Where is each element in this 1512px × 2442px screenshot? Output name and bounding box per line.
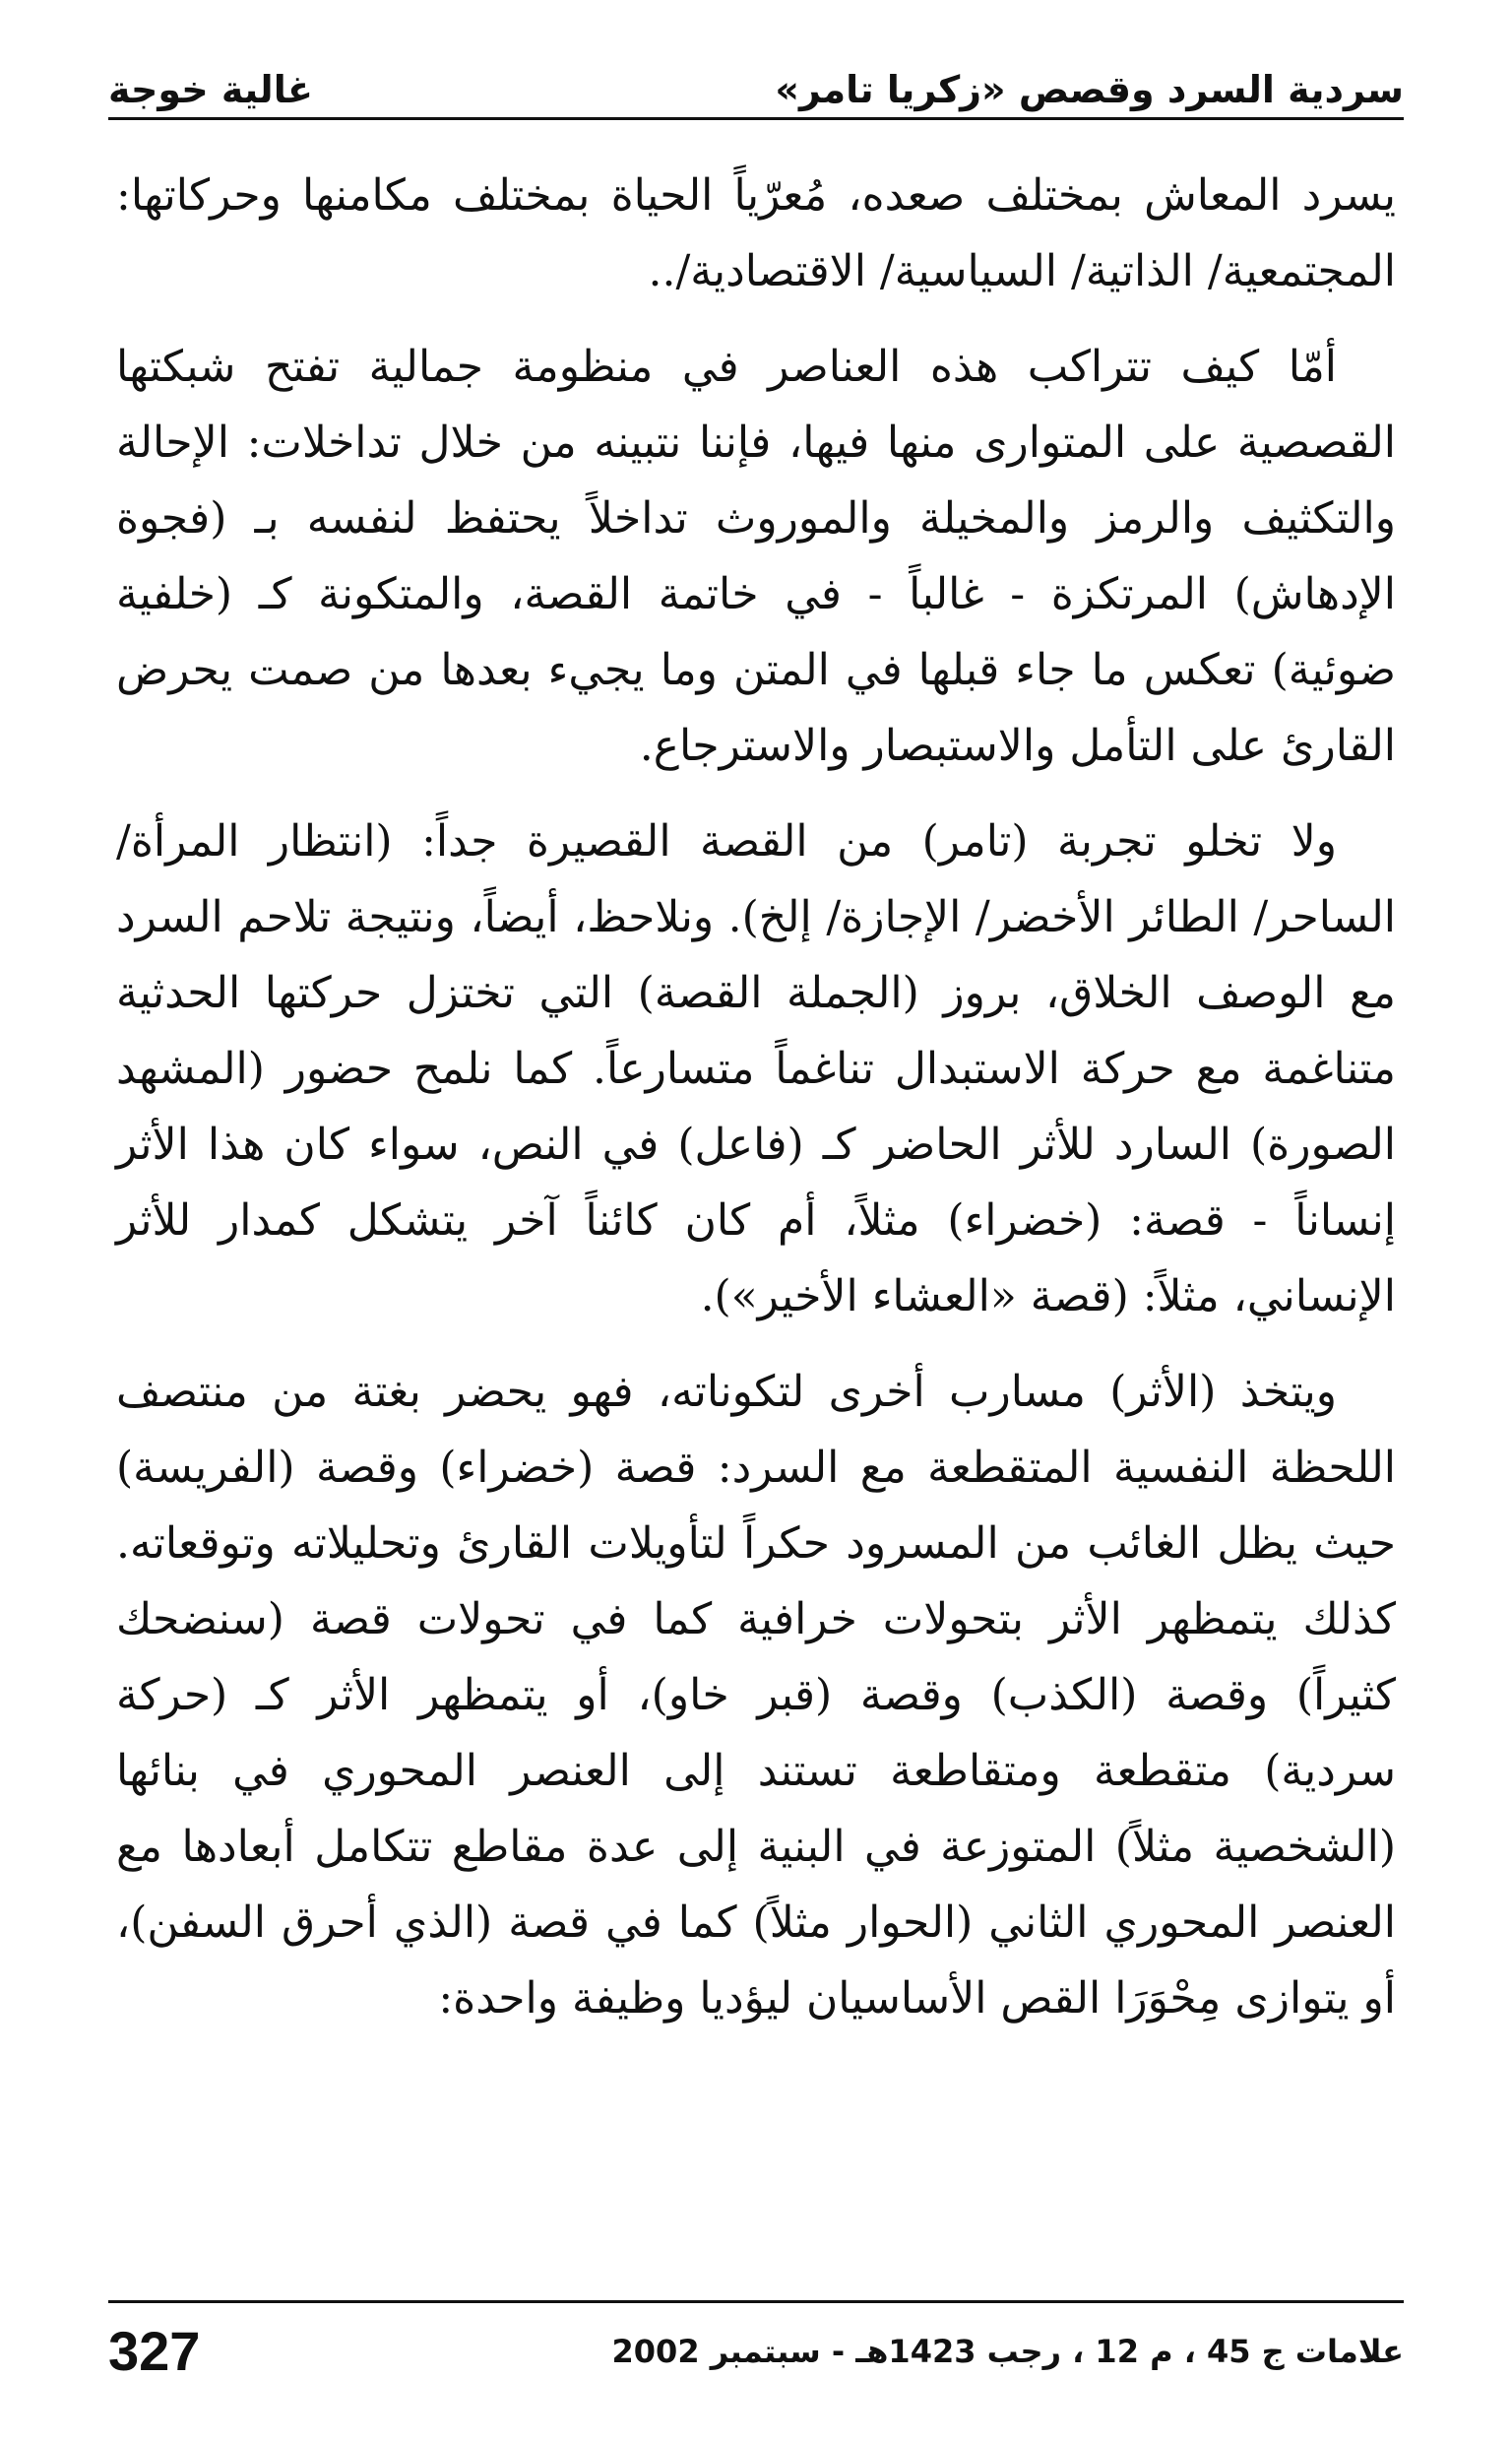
body-text: [116, 158, 1396, 2056]
journal-issue-info: علامات ج 45 ، م 12 ، رجب 1423هـ - سبتمبر 2002: [611, 2332, 1404, 2370]
paragraph-1: يسرد المعاش بمختلف صعده، مُعرّياً الحياة بمختلف مكامنها وحركاتها: المجتمعية/ الذاتية/ السياسية/ الاقتصادية/..: [116, 170, 1396, 296]
paragraph-4: ويتخذ (الأثر) مسارب أخرى لتكوناته، فهو يحضر بغتة من منتصف اللحظة النفسية المتقطعة مع السرد: قصة (خضراء) وقصة (الفريسة) حيث يظل الغائب من المسرود حكراً لتأويلات القارئ وتحليلاته وتوقعاته. كذلك يتمظهر الأثر بتحولات خرافية كما في تحولات قصة (سنضحك كثيراً) وقصة (الكذب) وقصة (قبر خاو)، أو يتمظهر الأثر كـ (حركة سردية) متقطعة ومتقاطعة تستند إلى العنصر المحوري في بنائها (الشخصية مثلاً) المتوزعة في البنية إلى عدة مقاطع تتكامل أبعادها مع العنصر المحوري الثاني (الحوار مثلاً) كما في قصة (الذي أحرق السفن)، أو يتوازى مِحْوَرَا القص الأساسيان ليؤديا وظيفة واحدة:: [116, 1367, 1396, 2024]
running-title: سردية السرد وقصص «زكريا تامر»: [775, 68, 1404, 111]
paragraph-2: أمّا كيف تتراكب هذه العناصر في منظومة جمالية تفتح شبكتها القصصية على المتوارى منها فيها، فإننا نتبينه من خلال تداخلات: الإحالة والتكثيف والرمز والمخيلة والموروث تداخلاً يحتفظ لنفسه بـ (فجوة الإدهاش) المرتكزة - غالباً - في خاتمة القصة، والمتكونة كـ (خلفية ضوئية) تعكس ما جاء قبلها في المتن وما يجيء بعدها من صمت يحرض القارئ على التأمل والاستبصار والاسترجاع.: [116, 342, 1396, 771]
paragraph-3: ولا تخلو تجربة (تامر) من القصة القصيرة جداً: (انتظار المرأة/ الساحر/ الطائر الأخضر/ الإجازة/ إلخ). ونلاحظ، أيضاً، ونتيجة تلاحم السرد مع الوصف الخلاق، بروز (الجملة القصة) التي تختزل حركتها الحدثية متناغمة مع حركة الاستبدال تناغماً متسارعاً. كما نلمح حضور (المشهد الصورة) السارد للأثر الحاضر كـ (فاعل) في النص، سواء كان هذا الأثر إنساناً - قصة: (خضراء) مثلاً، أم كان كائناً آخر يتشكل كمدار للأثر الإنساني، مثلاً: (قصة «العشاء الأخير»).: [116, 816, 1396, 1321]
page-number: 327: [108, 2320, 201, 2382]
running-author: غالية خوجة: [108, 68, 313, 111]
running-header: [108, 41, 1404, 120]
page-footer: [108, 2300, 1404, 2389]
